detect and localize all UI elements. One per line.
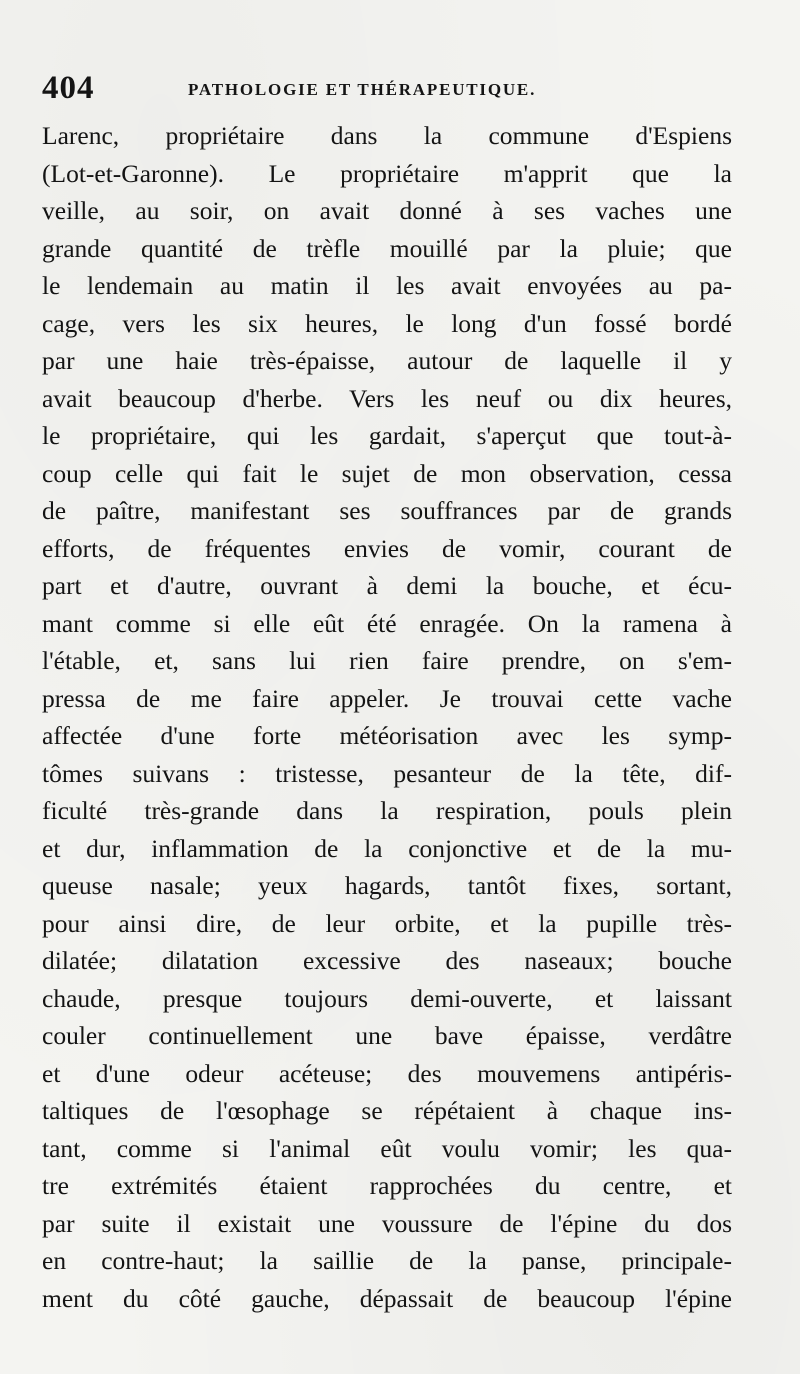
text-line: grande quantité de trèfle mouillé par la pluie; que bbox=[42, 233, 732, 263]
text-line: part et d'autre, ouvrant à demi la bouche, et écu- bbox=[42, 571, 732, 600]
text-line: l'étable, et, sans lui rien faire prendre, on s'em- bbox=[42, 646, 732, 675]
text-line: dilatée; dilatation excessive des naseaux; bouche bbox=[42, 946, 732, 975]
text-line: par suite il existait une voussure de l'épine du dos bbox=[42, 1208, 732, 1238]
text-line: ment du côté gauche, dépassait de beaucoup l'épine bbox=[42, 1283, 732, 1313]
text-line: cage, vers les six heures, le long d'un fossé bordé bbox=[42, 308, 732, 338]
text-line: et dur, inflammation de la conjonctive et de la mu- bbox=[42, 833, 732, 863]
text-line: de paître, manifestant ses souffrances par de grands bbox=[42, 496, 732, 525]
text-line: pressa de me faire appeler. Je trouvai cette vache bbox=[42, 683, 732, 713]
text-line: pour ainsi dire, de leur orbite, et la pupille très- bbox=[42, 908, 732, 938]
text-line: mant comme si elle eût été enragée. On la ramena à bbox=[42, 608, 732, 638]
text-line: tre extrémités étaient rapprochées du centre, et bbox=[42, 1171, 732, 1200]
page-number: 404 bbox=[42, 70, 95, 106]
text-line: queuse nasale; yeux hagards, tantôt fixes, sortant, bbox=[42, 871, 732, 900]
text-line: tômes suivans : tristesse, pesanteur de la tête, dif- bbox=[42, 758, 732, 788]
text-line: chaude, presque toujours demi-ouverte, et laissant bbox=[42, 983, 732, 1013]
text-line: (Lot-et-Garonne). Le propriétaire m'apprit que la bbox=[42, 158, 732, 188]
text-line: efforts, de fréquentes envies de vomir, courant de bbox=[42, 533, 732, 563]
running-title: PATHOLOGIE ET THÉRAPEUTIQUE. bbox=[188, 80, 537, 99]
text-line: ficulté très-grande dans la respiration, pouls plein bbox=[42, 796, 732, 825]
text-line: le lendemain au matin il les avait envoyées au pa- bbox=[42, 271, 732, 300]
text-line: coup celle qui fait le sujet de mon observation, cessa bbox=[42, 458, 732, 488]
text-line: veille, au soir, on avait donné à ses vaches une bbox=[42, 196, 732, 225]
text-line: affectée d'une forte météorisation avec les symp- bbox=[42, 721, 732, 750]
text-line: et d'une odeur acéteuse; des mouvemens antipéris- bbox=[42, 1058, 732, 1088]
text-line: par une haie très-épaisse, autour de laquelle il y bbox=[42, 346, 732, 375]
text-line: Larenc, propriétaire dans la commune d'Espiens bbox=[42, 121, 732, 150]
text-line: couler continuellement une bave épaisse, verdâtre bbox=[42, 1021, 732, 1050]
text-line: tant, comme si l'animal eût voulu vomir; les qua- bbox=[42, 1133, 732, 1163]
text-line: en contre-haut; la saillie de la panse, principale- bbox=[42, 1246, 732, 1275]
text-line: avait beaucoup d'herbe. Vers les neuf ou dix heures, bbox=[42, 383, 732, 413]
text-line: taltiques de l'œsophage se répétaient à chaque ins- bbox=[42, 1096, 732, 1125]
body-text bbox=[42, 117, 732, 1317]
running-head bbox=[42, 70, 732, 110]
text-line: le propriétaire, qui les gardait, s'aperçut que tout-à- bbox=[42, 421, 732, 450]
